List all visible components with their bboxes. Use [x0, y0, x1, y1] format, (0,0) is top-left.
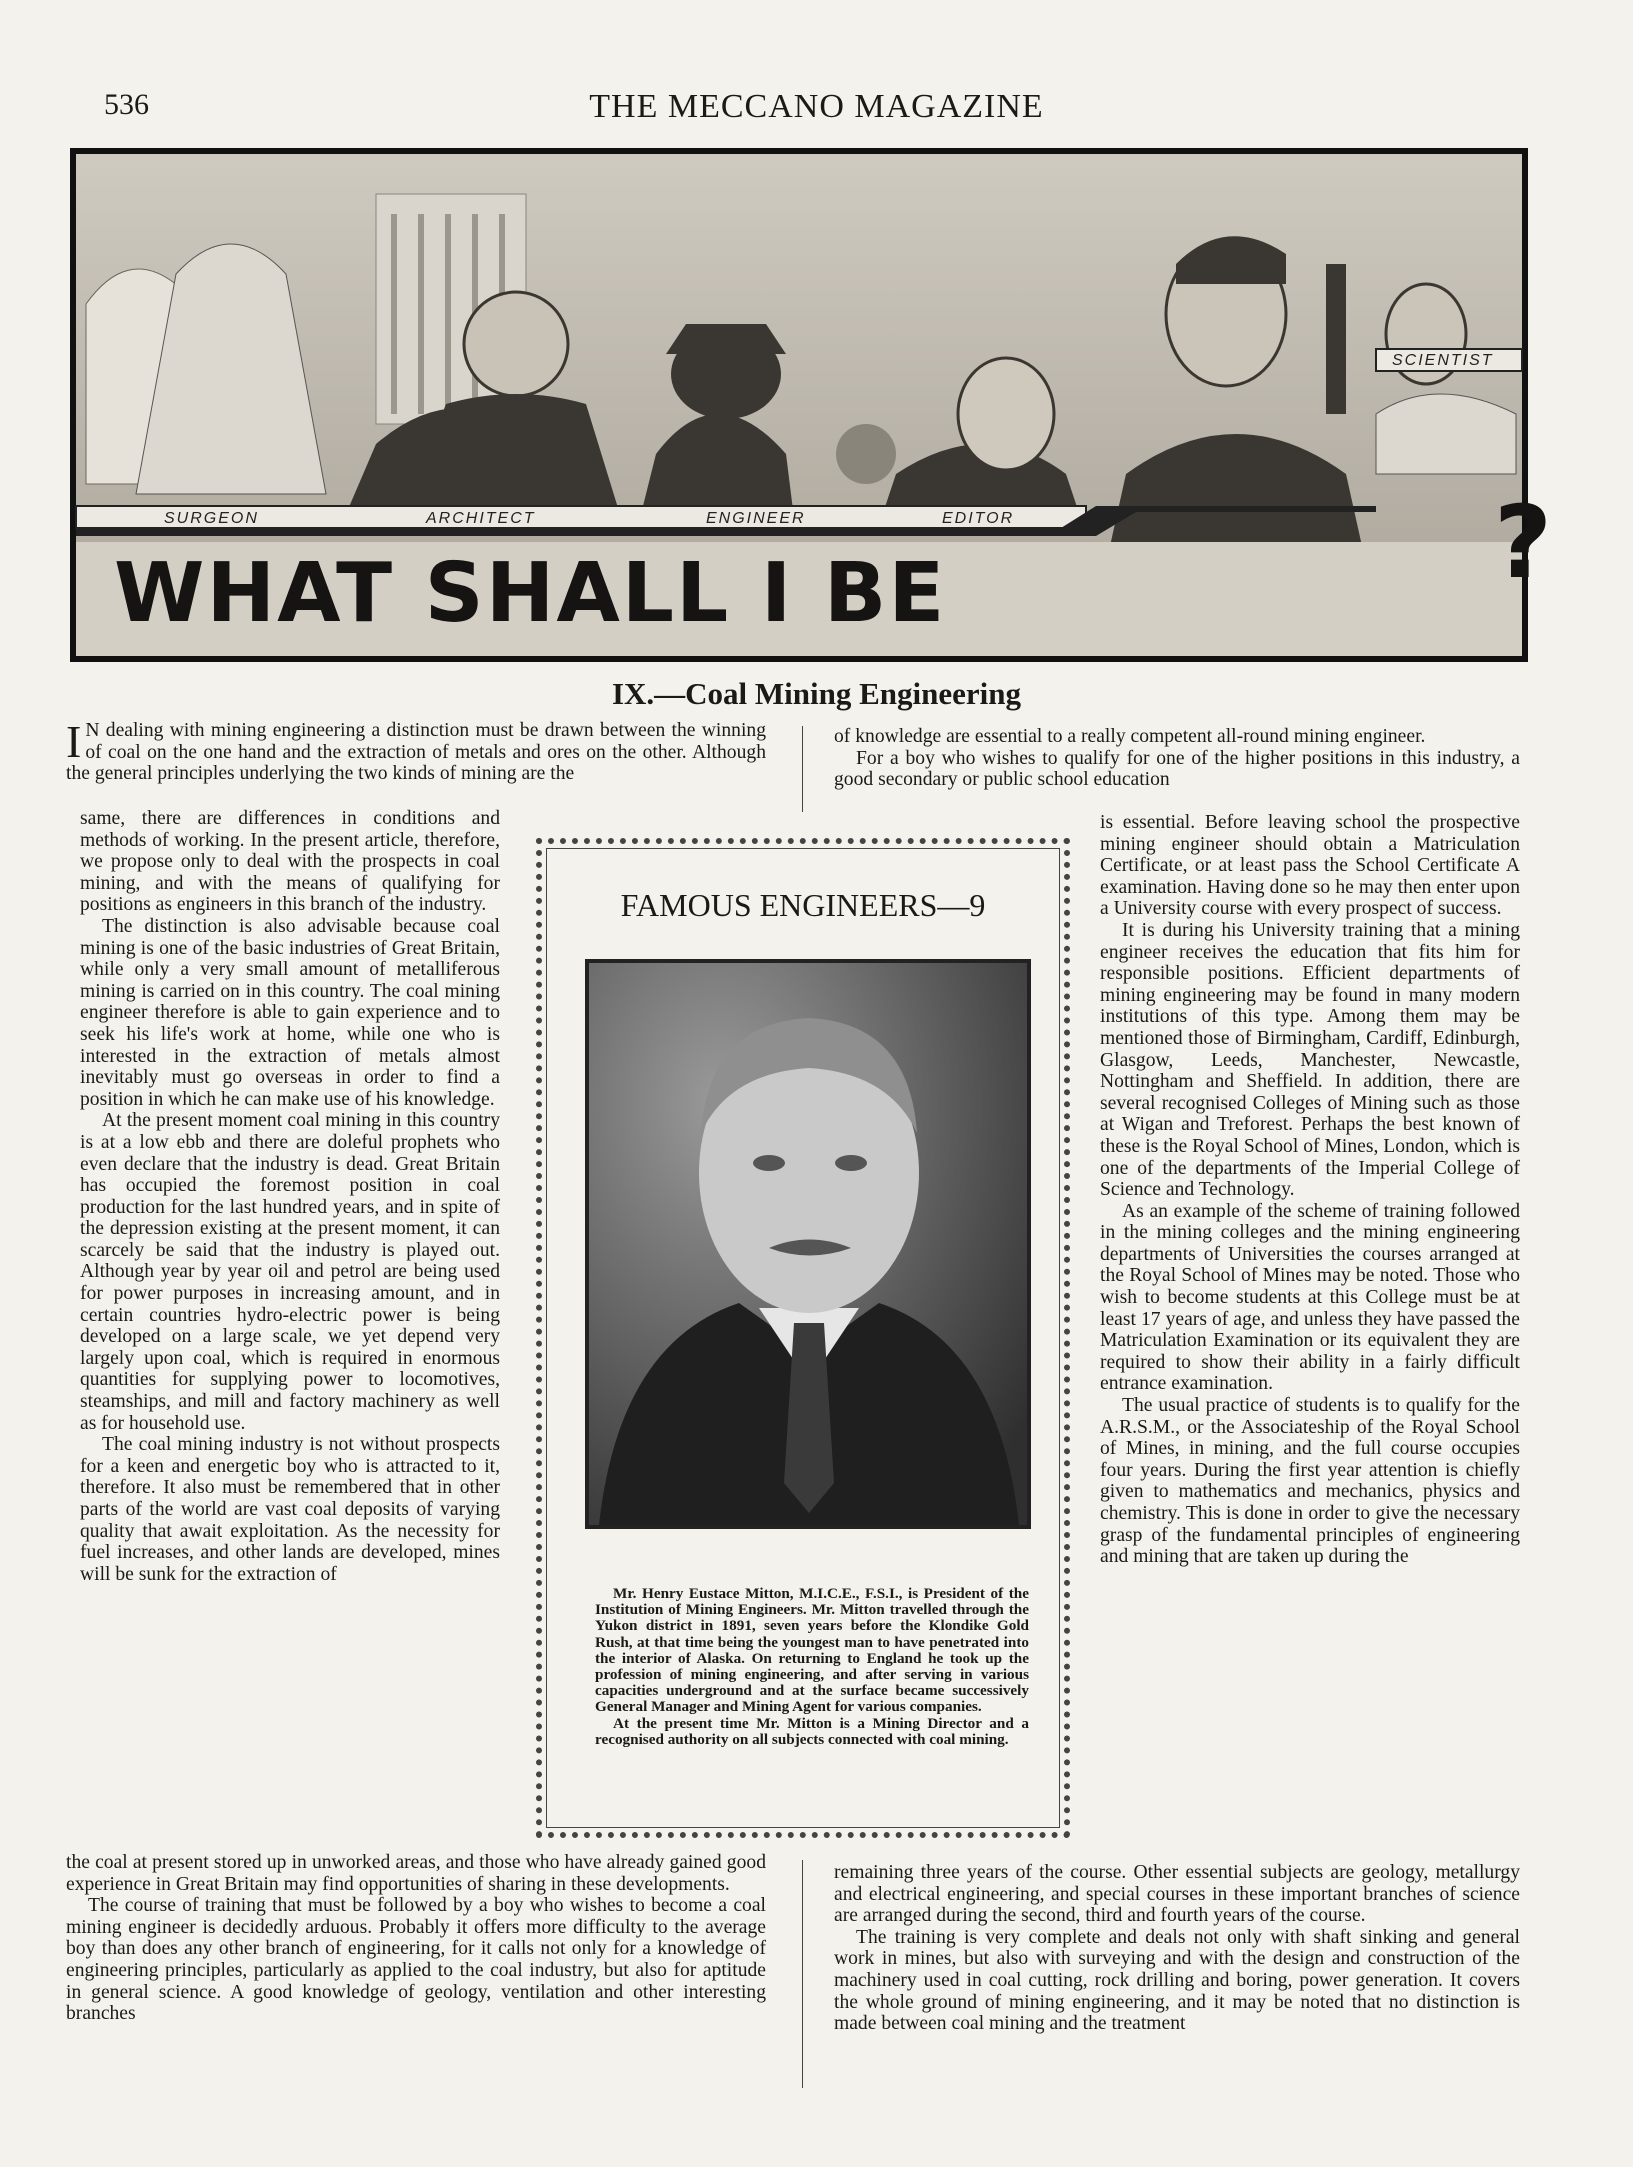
left-column — [80, 808, 500, 1585]
column-rule — [802, 1860, 803, 2088]
page-number: 536 — [104, 88, 149, 121]
paragraph: The usual practice of students is to qualify for the A.R.S.M., or the Associateship of the Royal School of Mines, in mining, and the full course occupies four years. During the first year attention is chiefly given to mathematics and mechanics, physics and chemistry. This is done in order to give the necessary grasp of the fundamental principles of engineering and mining that are taken up during the — [1100, 1395, 1520, 1568]
left-column-bottom — [66, 1852, 766, 2025]
paragraph: The distinction is also advisable because coal mining is one of the basic industries of Great Britain, while only a very small amount of metalliferous mining is carried on in this country. The coal mining engineer therefore is able to gain experience and to seek his life's work at home, while one who is interested in the extraction of metals almost inevitably must go overseas in order to find a position in which he can make use of his knowledge. — [80, 915, 500, 1110]
magazine-title: THE MECCANO MAGAZINE — [589, 88, 1044, 125]
paragraph: As an example of the scheme of training followed in the mining colleges and the mining engineering departments of Universities the courses arranged at the Royal School of Mines may be noted. Those who wish to become students at this College must be at least 17 years of age, and unless they have passed the Matriculation Examination or its equivalent they are required to show their ability in a fairly difficult entrance examination. — [1100, 1200, 1520, 1395]
caption-scientist: SCIENTIST — [1392, 352, 1494, 369]
article-intro — [66, 716, 766, 785]
paragraph: remaining three years of the course. Other essential subjects are geology, metallurgy and electrical engineering, and special courses in these important branches of science are arranged during the second, third and fourth years of the course. — [834, 1862, 1520, 1927]
portrait-image — [589, 963, 1027, 1525]
paragraph: is essential. Before leaving school the prospective mining engineer should obtain a Matriculation Certificate, or at least pass the School Certificate A examination. Having done so he may then enter upon a University course with every prospect of success. — [1100, 812, 1520, 920]
paragraph: At the present moment coal mining in this country is at a low ebb and there are doleful prophets who even declare that the industry is dead. Great Britain has occupied the foremost position in coal production for the last hundred years, and in spite of the depression existing at the present moment, it can scarcely be said that the industry is played out. Although year by year oil and petrol are being used for power purposes in increasing amount, and in certain countries hydro-electric power is being developed on a large scale, we yet depend very largely upon coal, which is required in enormous quantities for supplying power to locomotives, steamships, and mill and factory machinery as well as for household use. — [80, 1110, 500, 1434]
paragraph: The course of training that must be followed by a boy who wishes to become a coal mining engineer is decidedly arduous. Probably it offers more difficulty to the average boy than does any other branch of engineering, for it calls not only for a knowledge of engineering principles, particularly as applied to the coal industry, but also for aptitude in general science. A good knowledge of geology, ventilation and other interesting branches — [66, 1895, 766, 2025]
caption-engineer: ENGINEER — [706, 510, 806, 527]
paragraph: The training is very complete and deals not only with shaft sinking and general work in mines, but also with surveying and with the design and construction of the machinery used in coal cutting, rock drilling and boring, power generation. It covers the whole ground of mining engineering, and it may be noted that no distinction is made between coal mining and the treatment — [834, 1926, 1520, 2035]
banner-question-mark: ? — [1494, 484, 1553, 601]
sidebar-title: FAMOUS ENGINEERS—9 — [620, 887, 986, 923]
caption-architect: ARCHITECT — [426, 510, 536, 527]
caption-editor: EDITOR — [942, 510, 1015, 527]
caption-paragraph: At the present time Mr. Mitton is a Mining Director and a recognised authority on all subjects connected with coal mining. — [595, 1714, 1029, 1748]
paragraph: of knowledge are essential to a really competent all-round mining engineer. — [834, 726, 1426, 747]
caption-paragraph: Mr. Henry Eustace Mitton, M.I.C.E., F.S.I., is President of the Institution of Mining Engineers. Mr. Mitton travelled through the Yukon district in 1891, seven years before the Klondike Gold Rush, at that time being the youngest man to have penetrated into the interior of Alaska. On returning to England he took up the profession of mining engineering, and after serving in various capacities underground and at the surface became successively General Manager and Mining Agent for various companies. — [595, 1585, 1029, 1716]
intro-text: N dealing with mining engineering a distinction must be drawn between the winning of coal on the one hand and the extraction of metals and ores on the other. Although the general principles underlying the two kinds of mining are the — [66, 720, 766, 785]
article-title: IX.—Coal Mining Engineering — [611, 676, 1022, 711]
caption-surgeon: SURGEON — [164, 510, 259, 527]
paragraph: The coal mining industry is not without prospects for a keen and energetic boy who is attracted to it, therefore. It also must be remembered that in other parts of the world are vast coal deposits of varying quality that await exploitation. As the necessity for fuel increases, and other lands are developed, mines will be sunk for the extraction of — [80, 1434, 500, 1585]
paragraph: It is during his University training that a mining engineer receives the education that fits him for responsible positions. Efficient departments of mining engineering may be found in many modern institutions of this type. Among them may be mentioned those of Birmingham, Cardiff, Edinburgh, Glasgow, Leeds, Manchester, Newcastle, Nottingham and Sheffield. In addition, there are several recognised Colleges of Mining such as those at Wigan and Treforest. Perhaps the best known of these is the Royal School of Mines, London, which is one of the departments of the Imperial College of Science and Technology. — [1100, 919, 1520, 1201]
right-column-bottom — [834, 1862, 1520, 2035]
paragraph: For a boy who wishes to qualify for one of the higher positions in this industry, a good secondary or public school education — [834, 747, 1520, 791]
drop-cap: I — [66, 716, 82, 767]
portrait-photo — [585, 959, 1031, 1529]
famous-engineers-box — [536, 838, 1070, 1838]
banner-illustration — [70, 148, 1553, 662]
right-column — [1100, 812, 1520, 1568]
right-column-top — [834, 726, 1520, 791]
paragraph: the coal at present stored up in unworked areas, and those who have already gained good experience in Great Britain may find opportunities of sharing in these developments. — [66, 1852, 766, 1895]
banner-headline: WHAT SHALL I BE — [114, 546, 947, 641]
column-rule — [802, 726, 803, 812]
portrait-caption — [595, 1586, 1029, 1748]
paragraph: same, there are differences in conditions and methods of working. In the present article, therefore, we propose only to deal with the prospects in coal mining, and with the means of qualifying for positions as engineers in this branch of the industry. — [80, 808, 500, 916]
